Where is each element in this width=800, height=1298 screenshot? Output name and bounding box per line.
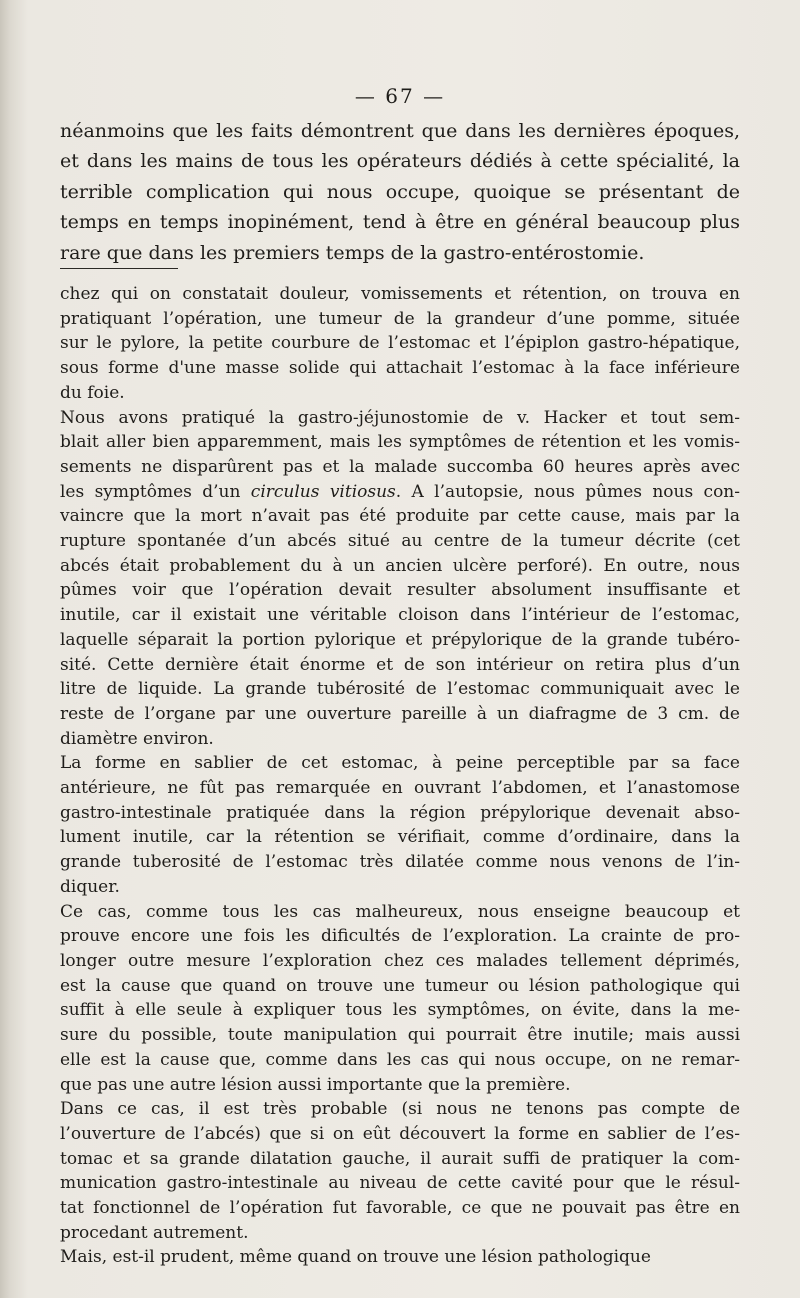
text-line: diquer. xyxy=(60,876,120,897)
paragraph xyxy=(60,900,740,1098)
text-line: La forme en sablier de cet estomac, à peine perceptible par sa face xyxy=(60,753,740,774)
text-line: vaincre que la mort n’avait pas été produite par cette cause, mais par la xyxy=(60,506,740,527)
text-line: Ce cas, comme tous les cas malheureux, nous enseigne beaucoup et xyxy=(60,901,740,922)
text-line: antérieure, ne fût pas remarquée en ouvrant l’abdomen, et l’anastomose xyxy=(60,778,740,799)
text-line: les symptômes d’un circulus vitiosus. A l’autopsie, nous pûmes nous con- xyxy=(60,481,741,502)
text-line: sité. Cette dernière était énorme et de son intérieur on retira plus d’un xyxy=(60,654,740,675)
text-line: tat fonctionnel de l’opération fut favorable, ce que ne pouvait pas être en xyxy=(60,1198,740,1219)
section-divider xyxy=(60,268,178,269)
text-line: temps en temps inopinément, tend à être en général beaucoup plus xyxy=(60,211,740,234)
text-line: laquelle séparait la portion pylorique et prépylorique de la grande tubéro- xyxy=(60,629,740,650)
text-line: rupture spontanée d’un abcés situé au centre de la tumeur décrite (cet xyxy=(60,531,740,552)
body-text xyxy=(60,282,740,1270)
latin-term: circulus vitiosus xyxy=(250,481,396,502)
paragraph xyxy=(60,406,740,752)
text-line: est la cause que quand on trouve une tumeur ou lésion pathologique qui xyxy=(60,975,740,996)
text-line: du foie. xyxy=(60,382,125,403)
text-line: sure du possible, toute manipulation qui pourrait être inutile; mais aussi xyxy=(60,1025,740,1046)
text-line: reste de l’organe par une ouverture pareille à un diafragme de 3 cm. de xyxy=(60,703,740,724)
text-line: pratiquant l’opération, une tumeur de la grandeur d’une pomme, située xyxy=(60,308,740,329)
text-line: pûmes voir que l’opération devait resulter absolument insuffisante et xyxy=(60,580,740,601)
text-line: suffit à elle seule à expliquer tous les symptômes, on évite, dans la me- xyxy=(60,1000,740,1021)
text-line: litre de liquide. La grande tubérosité de l’estomac communiquait avec le xyxy=(60,679,740,700)
text-line: néanmoins que les faits démontrent que dans les dernières époques, xyxy=(60,120,740,142)
page-number: — 67 — xyxy=(354,84,446,108)
text-line: grande tuberosité de l’estomac très dilatée comme nous venons de l’in- xyxy=(60,852,740,873)
paragraph xyxy=(60,1245,740,1270)
text-line: longer outre mesure l’exploration chez ces malades tellement déprimés, xyxy=(60,950,740,971)
text-line: chez qui on constatait douleur, vomissements et rétention, on trouva en xyxy=(60,284,740,304)
text-line: elle est la cause que, comme dans les cas qui nous occupe, on ne remar- xyxy=(60,1049,740,1070)
text-line: diamètre environ. xyxy=(60,728,214,749)
text-line: abcés était probablement du à un ancien ulcère perforé). En outre, nous xyxy=(60,555,740,576)
paragraph xyxy=(60,1097,740,1245)
text-line: sous forme d'une masse solide qui attachait l’estomac à la face inférieure xyxy=(60,358,740,379)
text-line: procedant autrement. xyxy=(60,1222,249,1243)
text-line: gastro-intestinale pratiquée dans la région prépylorique devenait abso- xyxy=(60,802,740,823)
text-line: que pas une autre lésion aussi importante que la première. xyxy=(60,1074,571,1095)
text-line: et dans les mains de tous les opérateurs dédiés à cette spécialité, la xyxy=(60,150,740,173)
paragraph xyxy=(60,282,740,406)
text-line: terrible complication qui nous occupe, quoique se présentant de xyxy=(60,180,740,203)
text-line: sur le pylore, la petite courbure de l’estomac et l’épiplon gastro-hépatique, xyxy=(60,333,740,354)
text-line: Dans ce cas, il est très probable (si nous ne tenons pas compte de xyxy=(60,1099,740,1120)
text-line: tomac et sa grande dilatation gauche, il aurait suffi de pratiquer la com- xyxy=(60,1148,740,1169)
text-line: lument inutile, car la rétention se vérifiait, comme d’ordinaire, dans la xyxy=(60,827,740,848)
text-line: rare que dans les premiers temps de la gastro-entérostomie. xyxy=(60,241,645,264)
text-line: inutile, car il existait une véritable cloison dans l’intérieur de l’estomac, xyxy=(60,605,740,626)
text-line: blait aller bien apparemment, mais les symptômes de rétention et les vomis- xyxy=(60,432,740,453)
text-line: prouve encore une fois les dificultés de l’exploration. La crainte de pro- xyxy=(60,926,740,947)
text-line: Nous avons pratiqué la gastro-jéjunostomie de v. Hacker et tout sem- xyxy=(60,407,740,428)
text-line: sements ne disparûrent pas et la malade succomba 60 heures après avec xyxy=(60,456,740,477)
intro-paragraph xyxy=(60,116,740,268)
paragraph xyxy=(60,751,740,899)
text-line: Mais, est-il prudent, même quand on trouve une lésion pathologique xyxy=(60,1247,651,1268)
text-line: munication gastro-intestinale au niveau de cette cavité pour que le résul- xyxy=(60,1173,740,1194)
text-line: l’ouverture de l’abcés) que si on eût découvert la forme en sablier de l’es- xyxy=(60,1123,740,1144)
